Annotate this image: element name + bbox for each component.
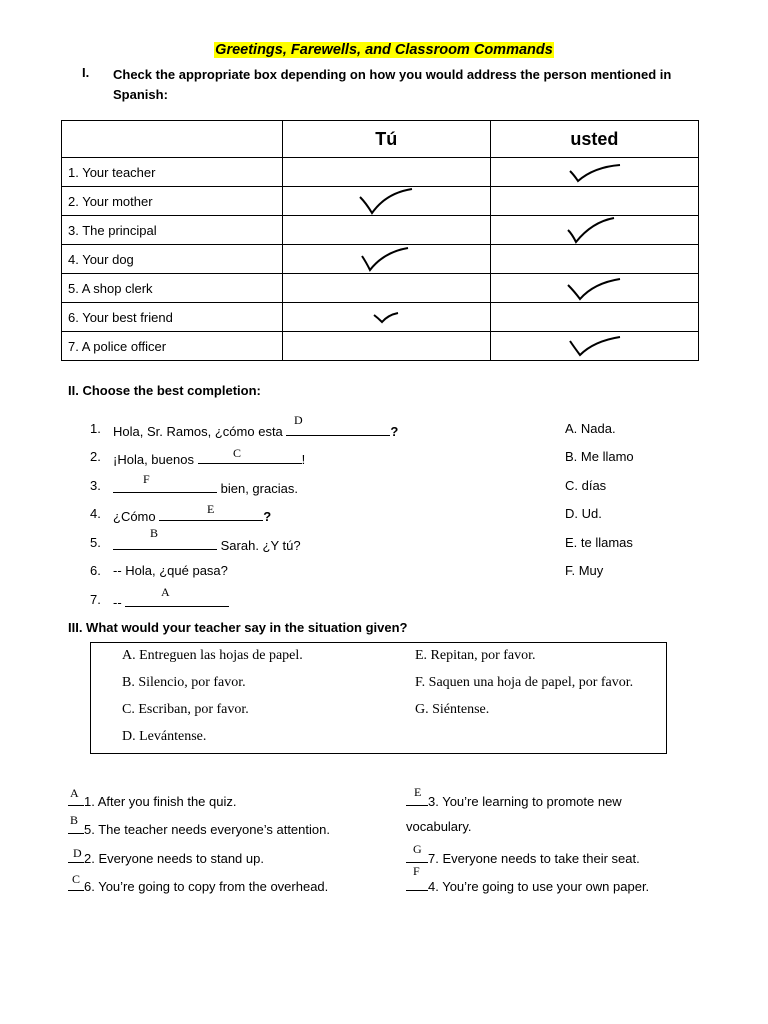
table-row xyxy=(62,332,699,361)
usted-cell[interactable] xyxy=(490,158,698,187)
command-item: A. Entreguen las hojas de papel. xyxy=(122,648,303,663)
option-item: C. días xyxy=(565,478,607,493)
usted-cell[interactable] xyxy=(490,216,698,245)
completion-item: -- Hola, ¿qué pasa? xyxy=(113,563,228,578)
completion-item-number: 5. xyxy=(90,535,101,550)
item-text-after: ? xyxy=(390,424,399,439)
handwritten-answer: C xyxy=(72,872,81,886)
row-label: 1. Your teacher xyxy=(62,158,283,187)
situation-item xyxy=(68,848,264,866)
situation-text: 4. You’re going to use your own paper. xyxy=(428,879,650,894)
header-blank xyxy=(62,121,283,158)
checkmark-icon xyxy=(564,216,624,244)
row-label: 6. Your best friend xyxy=(62,303,283,332)
completion-item-number: 4. xyxy=(90,506,101,521)
option-item: A. Nada. xyxy=(565,421,616,436)
table-row xyxy=(62,245,699,274)
table-row xyxy=(62,158,699,187)
item-text-before: ¡Hola, buenos xyxy=(113,452,194,467)
handwritten-answer: G xyxy=(413,842,422,856)
handwritten-answer: F xyxy=(413,864,420,878)
row-label: 4. Your dog xyxy=(62,245,283,274)
situation-item xyxy=(406,848,640,866)
checkmark-icon xyxy=(356,187,416,215)
tu-cell[interactable] xyxy=(282,332,490,361)
checkmark-icon xyxy=(366,309,406,325)
table-row xyxy=(62,303,699,332)
completion-item xyxy=(113,592,229,610)
row-label: 3. The principal xyxy=(62,216,283,245)
command-item: G. Siéntense. xyxy=(415,702,490,717)
situation-item xyxy=(68,791,236,809)
handwritten-answer: E xyxy=(414,785,422,799)
usted-cell[interactable] xyxy=(490,245,698,274)
tu-cell[interactable] xyxy=(282,274,490,303)
command-item: B. Silencio, por favor. xyxy=(122,675,246,690)
situation-text: 7. Everyone needs to take their seat. xyxy=(428,851,640,866)
section1-instruction: Check the appropriate box depending on how you would address the person mentioned in Spanish: xyxy=(113,67,672,102)
completion-item xyxy=(113,506,271,524)
answer-blank[interactable] xyxy=(113,478,217,493)
answer-blank[interactable] xyxy=(125,592,229,607)
section2-heading: II. Choose the best completion: xyxy=(68,383,261,398)
tu-cell[interactable] xyxy=(282,216,490,245)
checkmark-icon xyxy=(356,246,416,272)
completion-item-number: 3. xyxy=(90,478,101,493)
row-label: 2. Your mother xyxy=(62,187,283,216)
completion-item xyxy=(113,421,398,439)
option-item: D. Ud. xyxy=(565,506,602,521)
table-row xyxy=(62,187,699,216)
item-text-after: bien, gracias. xyxy=(220,481,298,496)
command-item: F. Saquen una hoja de papel, por favor. xyxy=(415,675,634,690)
table-header-row xyxy=(62,121,699,158)
address-table xyxy=(61,120,699,361)
completion-item xyxy=(113,535,301,553)
tu-cell[interactable] xyxy=(282,158,490,187)
handwritten-answer: B xyxy=(150,526,159,540)
option-item: F. Muy xyxy=(565,563,604,578)
handwritten-answer: C xyxy=(233,446,242,460)
handwritten-answer: D xyxy=(294,413,303,427)
situation-item xyxy=(68,876,328,894)
tu-cell[interactable] xyxy=(282,303,490,332)
completion-item-number: 6. xyxy=(90,563,101,578)
answer-blank[interactable] xyxy=(113,535,217,550)
situation-text: 3. You’re learning to promote new xyxy=(428,794,622,809)
situation-text: vocabulary. xyxy=(406,819,472,834)
situation-text: 5. The teacher needs everyone’s attention. xyxy=(84,822,330,837)
completion-item xyxy=(113,478,298,496)
handwritten-answer: D xyxy=(73,846,82,860)
item-text-before: Hola, Sr. Ramos, ¿cómo esta xyxy=(113,424,283,439)
handwritten-answer: E xyxy=(207,502,215,516)
handwritten-answer: A xyxy=(70,786,79,800)
header-usted: usted xyxy=(490,121,698,158)
tu-cell[interactable] xyxy=(282,245,490,274)
checkmark-icon xyxy=(564,159,624,185)
situation-item xyxy=(406,876,649,894)
section3-heading: III. What would your teacher say in the situation given? xyxy=(68,620,408,635)
usted-cell[interactable] xyxy=(490,187,698,216)
header-tu: Tú xyxy=(282,121,490,158)
item-text-before: ¿Cómo xyxy=(113,509,156,524)
command-item: C. Escriban, por favor. xyxy=(122,702,249,717)
completion-item xyxy=(113,449,305,467)
handwritten-answer: A xyxy=(161,585,170,599)
section1-number: I. xyxy=(82,65,90,80)
situation-text: 1. After you finish the quiz. xyxy=(84,794,237,809)
situation-text: 6. You’re going to copy from the overhead. xyxy=(84,879,329,894)
tu-cell[interactable] xyxy=(282,187,490,216)
usted-cell[interactable] xyxy=(490,274,698,303)
checkmark-icon xyxy=(564,275,624,301)
title-text: Greetings, Farewells, and Classroom Commands xyxy=(215,42,553,58)
situation-text: 2. Everyone needs to stand up. xyxy=(84,851,264,866)
situation-item xyxy=(68,819,330,837)
option-item: B. Me llamo xyxy=(565,449,634,464)
command-item: E. Repitan, por favor. xyxy=(415,648,536,663)
item-text-after: ! xyxy=(301,452,306,467)
answer-blank[interactable] xyxy=(198,449,302,464)
row-label: 5. A shop clerk xyxy=(62,274,283,303)
checkmark-icon xyxy=(564,333,624,359)
item-text-after: Sarah. ¿Y tú? xyxy=(220,538,301,553)
usted-cell[interactable] xyxy=(490,332,698,361)
handwritten-answer: B xyxy=(70,813,79,827)
option-item: E. te llamas xyxy=(565,535,633,550)
item-text-after: ? xyxy=(263,509,272,524)
item-text-before: -- xyxy=(113,595,122,610)
situation-item xyxy=(406,791,622,809)
handwritten-answer: F xyxy=(143,472,150,486)
command-item: D. Levántense. xyxy=(122,729,207,744)
table-row xyxy=(62,216,699,245)
completion-item-number: 1. xyxy=(90,421,101,436)
completion-item-number: 7. xyxy=(90,592,101,607)
worksheet-title xyxy=(0,42,768,58)
table-row xyxy=(62,274,699,303)
completion-item-number: 2. xyxy=(90,449,101,464)
row-label: 7. A police officer xyxy=(62,332,283,361)
usted-cell[interactable] xyxy=(490,303,698,332)
